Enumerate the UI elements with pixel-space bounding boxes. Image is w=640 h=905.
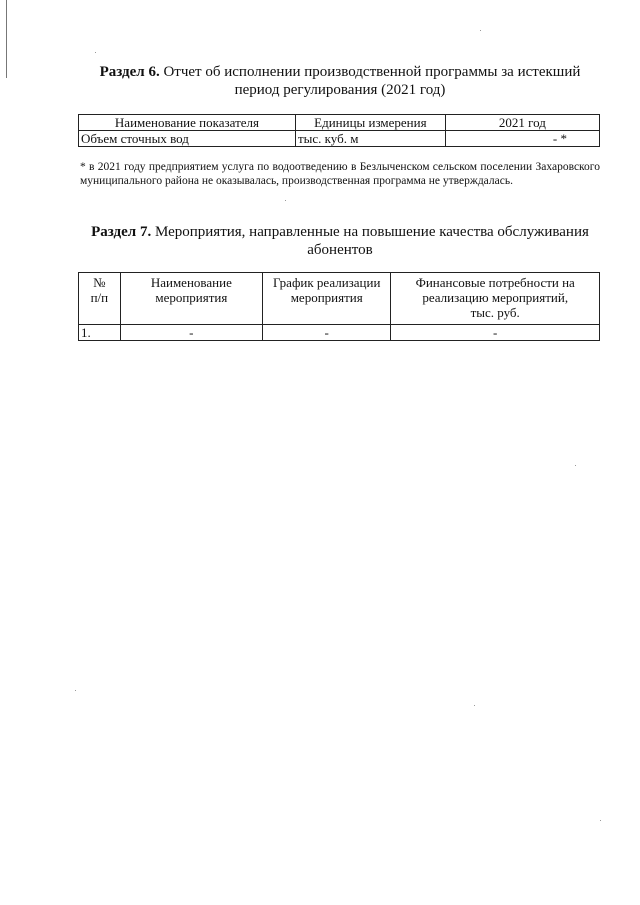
table-row [79, 131, 600, 147]
header-indicator-name: Наименование показателя [79, 115, 296, 131]
scan-speck [285, 200, 286, 201]
scan-speck [474, 705, 475, 706]
header-number-line2: п/п [90, 290, 109, 305]
cell-number: 1. [79, 325, 121, 341]
section-6-heading [80, 63, 600, 99]
header-number-line1: № [93, 275, 106, 290]
cell-schedule: - [263, 325, 391, 341]
scan-speck [95, 52, 96, 53]
cell-indicator: Объем сточных вод [79, 131, 296, 147]
header-unit: Единицы измерения [295, 115, 445, 131]
section-7-title-line2: абонентов [307, 242, 373, 258]
table-header-row [79, 273, 600, 325]
scan-speck [75, 690, 76, 691]
header-financial-line3: тыс. руб. [470, 305, 520, 320]
scan-speck [480, 30, 481, 31]
header-schedule-line2: мероприятия [290, 290, 363, 305]
header-schedule-line1: График реализации [272, 275, 381, 290]
section-7-title-line1: Мероприятия, направленные на повышение качества обслуживания [154, 224, 589, 240]
header-financial-line2: реализацию мероприятий, [422, 290, 569, 305]
scan-speck [600, 820, 601, 821]
header-year: 2021 год [445, 115, 599, 131]
cell-unit: тыс. куб. м [295, 131, 445, 147]
scan-speck [575, 465, 576, 466]
scan-edge-mark [6, 0, 7, 78]
cell-value: - * [445, 131, 599, 147]
section-7-table [78, 272, 600, 341]
header-financial-line1: Финансовые потребности на [415, 275, 575, 290]
section-7-heading [80, 223, 600, 259]
header-measure-name [120, 273, 262, 325]
table-row [79, 325, 600, 341]
section-6-title-line2: период регулирования (2021 год) [234, 82, 446, 98]
section-6-label: Раздел 6. [99, 64, 160, 80]
section-6-title-line1: Отчет об исполнении производственной программы за истекший [163, 64, 581, 80]
header-measure-line2: мероприятия [155, 290, 228, 305]
section-7-label: Раздел 7. [91, 224, 152, 240]
cell-measure: - [120, 325, 262, 341]
cell-financial: - [391, 325, 600, 341]
header-schedule [263, 273, 391, 325]
header-measure-line1: Наименование [150, 275, 232, 290]
section-6-footnote: * в 2021 году предприятием услуга по водоотведению в Безлыченском сельском поселении Захаровского муниципального района не оказывалась, производственная программа не утверждалась. [80, 161, 600, 187]
section-6-table [78, 114, 600, 147]
header-number [79, 273, 121, 325]
header-financial-needs [391, 273, 600, 325]
table-header-row [79, 115, 600, 131]
